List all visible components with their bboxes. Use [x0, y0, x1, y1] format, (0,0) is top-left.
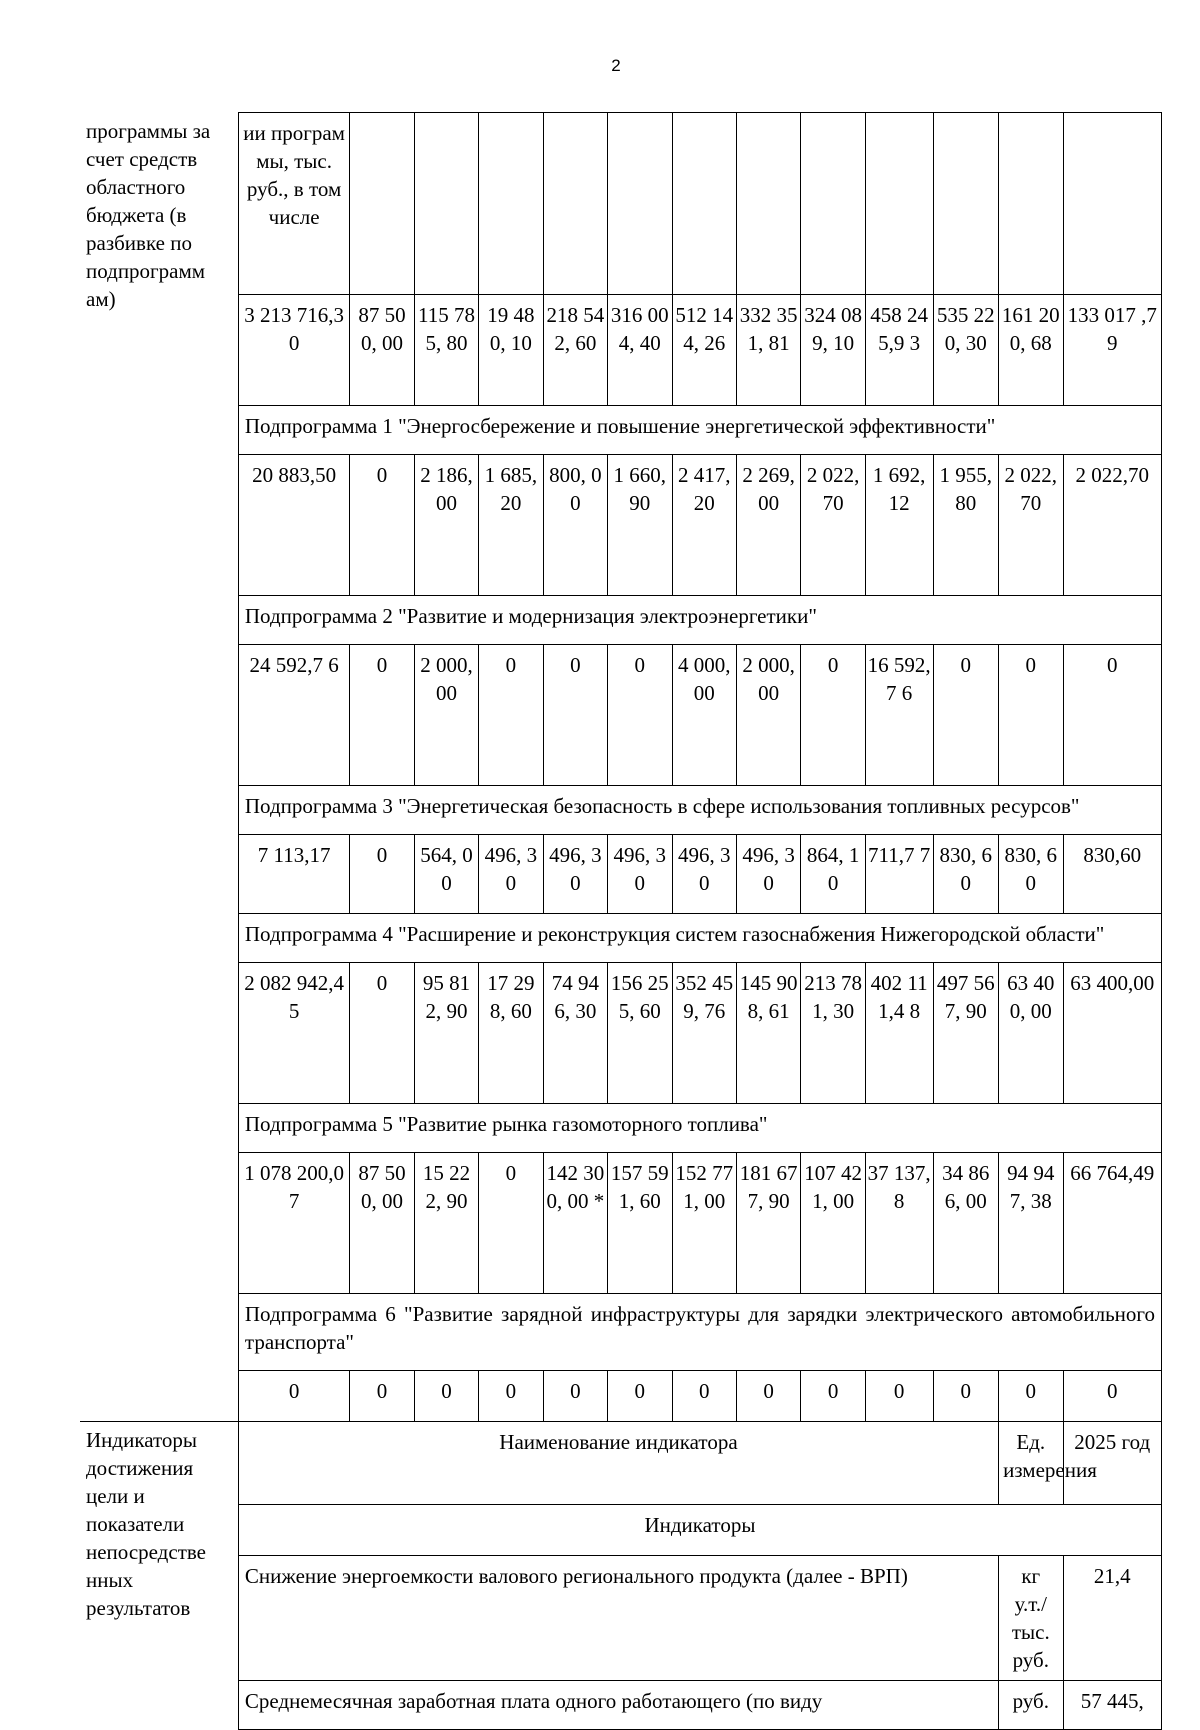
subprogram-value-cell: 830,60 — [1063, 835, 1162, 914]
subprogram-value-cell: 2 000, 00 — [414, 645, 478, 786]
indicator-name: Снижение энергоемкости валового регионального продукта (далее - ВРП) — [238, 1556, 998, 1681]
indicators-label-line: достижения — [86, 1456, 194, 1480]
total-value-cell: 161 200, 68 — [999, 295, 1063, 406]
indicator-unit: кг у.т./тыс. руб. — [999, 1556, 1063, 1681]
subprogram-value-cell: 107 421, 00 — [801, 1153, 865, 1294]
subprogram-value-cell: 156 255, 60 — [608, 963, 672, 1104]
subprogram-value-cell: 0 — [672, 1371, 736, 1422]
subprogram-value-cell: 37 137, 8 — [865, 1153, 933, 1294]
page-number: 2 — [611, 56, 621, 75]
subprogram-value-cell: 0 — [350, 645, 414, 786]
subprogram-title: Подпрограмма 1 "Энергосбережение и повышение энергетической эффективности" — [238, 406, 1161, 455]
subprogram-value-cell: 1 078 200,07 — [238, 1153, 349, 1294]
subprogram-value-cell: 2 269, 00 — [736, 455, 800, 596]
subprogram-value-cell: 0 — [801, 1371, 865, 1422]
subprogram-value-cell: 496, 30 — [672, 835, 736, 914]
empty-header-cell — [736, 113, 800, 295]
subprogram-value-cell: 0 — [479, 1153, 543, 1294]
subprogram-value-cell: 4 000, 00 — [672, 645, 736, 786]
total-header-cell: ии програм мы, тыс. руб., в том числе — [238, 113, 349, 295]
subprogram-value-cell: 63 400,00 — [1063, 963, 1162, 1104]
subprogram-value-cell: 0 — [543, 1371, 607, 1422]
total-value-cell: 115 785, 80 — [414, 295, 478, 406]
subprogram-value-cell: 402 111,4 8 — [865, 963, 933, 1104]
subprogram-title: Подпрограмма 6 "Развитие зарядной инфраструктуры для зарядки электрического автомобильного транспорта" — [238, 1294, 1161, 1371]
subprogram-value-cell: 16 592,7 6 — [865, 645, 933, 786]
subprogram-value-cell: 496, 30 — [608, 835, 672, 914]
subprogram-value-cell: 496, 30 — [736, 835, 800, 914]
financing-label-line: счет средств — [86, 146, 198, 171]
subprogram-value-cell: 63 400, 00 — [999, 963, 1063, 1104]
subprogram-value-cell: 352 459, 76 — [672, 963, 736, 1104]
indicator-name-header: Наименование индикатора — [238, 1422, 998, 1505]
subprogram-value-cell: 0 — [1063, 645, 1162, 786]
subprogram-value-cell: 181 677, 90 — [736, 1153, 800, 1294]
total-value-cell: 332 351, 81 — [736, 295, 800, 406]
financing-label — [80, 113, 238, 1422]
subprogram-value-cell: 1 660, 90 — [608, 455, 672, 596]
subprogram-value-cell: 0 — [865, 1371, 933, 1422]
subprogram-value-cell: 87 500, 00 — [350, 1153, 414, 1294]
subprogram-value-cell: 1 955, 80 — [933, 455, 999, 596]
subprogram-value-cell: 0 — [350, 455, 414, 596]
subprogram-value-cell: 142 300, 00 * — [543, 1153, 607, 1294]
subprogram-value-cell: 0 — [608, 645, 672, 786]
subprogram-value-cell: 800, 00 — [543, 455, 607, 596]
subprogram-title: Подпрограмма 5 "Развитие рынка газомоторного топлива" — [238, 1104, 1161, 1153]
financing-label-line: бюджета (в — [86, 202, 187, 227]
subprogram-value-cell: 2 186, 00 — [414, 455, 478, 596]
total-value-cell: 19 480, 10 — [479, 295, 543, 406]
empty-header-cell — [543, 113, 607, 295]
empty-header-cell — [672, 113, 736, 295]
subprogram-value-cell: 2 417, 20 — [672, 455, 736, 596]
subprogram-value-cell: 213 781, 30 — [801, 963, 865, 1104]
subprogram-value-cell: 17 298, 60 — [479, 963, 543, 1104]
indicator-value: 57 445, — [1063, 1681, 1162, 1730]
total-value-cell: 316 004, 40 — [608, 295, 672, 406]
subprogram-value-cell: 0 — [479, 1371, 543, 1422]
empty-header-cell — [1063, 113, 1162, 295]
financing-label-line: ам) — [86, 286, 116, 311]
subprogram-value-cell: 0 — [479, 645, 543, 786]
subprogram-value-cell: 0 — [999, 645, 1063, 786]
subprogram-value-cell: 15 222, 90 — [414, 1153, 478, 1294]
subprogram-value-cell: 66 764,49 — [1063, 1153, 1162, 1294]
subprogram-value-cell: 2 022,70 — [1063, 455, 1162, 596]
indicator-year-header: 2025 год — [1063, 1422, 1162, 1505]
subprogram-value-cell: 34 866, 00 — [933, 1153, 999, 1294]
subprogram-value-cell: 0 — [350, 1371, 414, 1422]
indicators-label-line: цели и — [86, 1484, 145, 1508]
subprogram-value-cell: 1 685, 20 — [479, 455, 543, 596]
subprogram-value-cell: 7 113,17 — [238, 835, 349, 914]
subprogram-value-cell: 0 — [608, 1371, 672, 1422]
indicators-section-title: Индикаторы — [238, 1505, 1161, 1556]
subprogram-value-cell: 0 — [933, 645, 999, 786]
subprogram-title: Подпрограмма 3 "Энергетическая безопасность в сфере использования топливных ресурсов" — [238, 786, 1161, 835]
subprogram-value-cell: 497 567, 90 — [933, 963, 999, 1104]
empty-header-cell — [350, 113, 414, 295]
subprogram-value-cell: 864, 10 — [801, 835, 865, 914]
subprogram-value-cell: 0 — [801, 645, 865, 786]
subprogram-value-cell: 0 — [543, 645, 607, 786]
indicator-value: 21,4 — [1063, 1556, 1162, 1681]
indicators-label-line: непосредстве — [86, 1540, 206, 1564]
subprogram-value-cell: 145 908, 61 — [736, 963, 800, 1104]
empty-header-cell — [608, 113, 672, 295]
total-value-cell: 87 500, 00 — [350, 295, 414, 406]
subprogram-value-cell: 0 — [933, 1371, 999, 1422]
subprogram-value-cell: 0 — [414, 1371, 478, 1422]
total-value-cell: 324 089, 10 — [801, 295, 865, 406]
subprogram-value-cell: 0 — [238, 1371, 349, 1422]
empty-header-cell — [865, 113, 933, 295]
subprogram-value-cell: 0 — [999, 1371, 1063, 1422]
total-value-cell: 218 542, 60 — [543, 295, 607, 406]
empty-header-cell — [414, 113, 478, 295]
total-value-cell: 3 213 716,30 — [238, 295, 349, 406]
financing-label-line: подпрограмм — [86, 258, 206, 283]
subprogram-value-cell: 2 082 942,45 — [238, 963, 349, 1104]
subprogram-value-cell: 830, 60 — [933, 835, 999, 914]
subprogram-value-cell: 95 812, 90 — [414, 963, 478, 1104]
subprogram-value-cell: 24 592,7 6 — [238, 645, 349, 786]
subprogram-value-cell: 830, 60 — [999, 835, 1063, 914]
indicators-label-line: результатов — [86, 1596, 191, 1620]
subprogram-value-cell: 0 — [1063, 1371, 1162, 1422]
subprogram-title: Подпрограмма 2 "Развитие и модернизация электроэнергетики" — [238, 596, 1161, 645]
empty-header-cell — [801, 113, 865, 295]
subprogram-value-cell: 1 692, 12 — [865, 455, 933, 596]
subprogram-value-cell: 20 883,50 — [238, 455, 349, 596]
indicators-label-line: нных — [86, 1568, 134, 1592]
subprogram-value-cell: 2 000, 00 — [736, 645, 800, 786]
subprogram-value-cell: 496, 30 — [479, 835, 543, 914]
financing-label-line: разбивке по — [86, 230, 192, 255]
total-value-cell: 512 144, 26 — [672, 295, 736, 406]
subprogram-value-cell: 152 771, 00 — [672, 1153, 736, 1294]
indicators-label — [80, 1422, 238, 1730]
empty-header-cell — [479, 113, 543, 295]
financing-label-line: областного — [86, 174, 186, 199]
subprogram-value-cell: 564, 00 — [414, 835, 478, 914]
total-value-cell: 133 017 ,79 — [1063, 295, 1162, 406]
program-table — [80, 112, 1162, 1730]
subprogram-title: Подпрограмма 4 "Расширение и реконструкция систем газоснабжения Нижегородской области" — [238, 914, 1161, 963]
empty-header-cell — [933, 113, 999, 295]
subprogram-value-cell: 711,7 7 — [865, 835, 933, 914]
indicators-label-line: Индикаторы — [86, 1428, 197, 1452]
indicator-name: Среднемесячная заработная плата одного работающего (по виду — [238, 1681, 998, 1730]
subprogram-value-cell: 0 — [350, 963, 414, 1104]
subprogram-value-cell: 0 — [736, 1371, 800, 1422]
indicator-unit: руб. — [999, 1681, 1063, 1730]
subprogram-value-cell: 2 022, 70 — [801, 455, 865, 596]
subprogram-value-cell: 74 946, 30 — [543, 963, 607, 1104]
subprogram-value-cell: 0 — [350, 835, 414, 914]
subprogram-value-cell: 94 947, 38 — [999, 1153, 1063, 1294]
subprogram-value-cell: 496, 30 — [543, 835, 607, 914]
indicators-label-line: показатели — [86, 1512, 185, 1536]
empty-header-cell — [999, 113, 1063, 295]
total-value-cell: 458 245,9 3 — [865, 295, 933, 406]
subprogram-value-cell: 2 022, 70 — [999, 455, 1063, 596]
subprogram-value-cell: 157 591, 60 — [608, 1153, 672, 1294]
indicator-unit-header: Ед. измерения — [999, 1422, 1063, 1505]
total-value-cell: 535 220, 30 — [933, 295, 999, 406]
financing-label-line: программы за — [86, 118, 211, 143]
